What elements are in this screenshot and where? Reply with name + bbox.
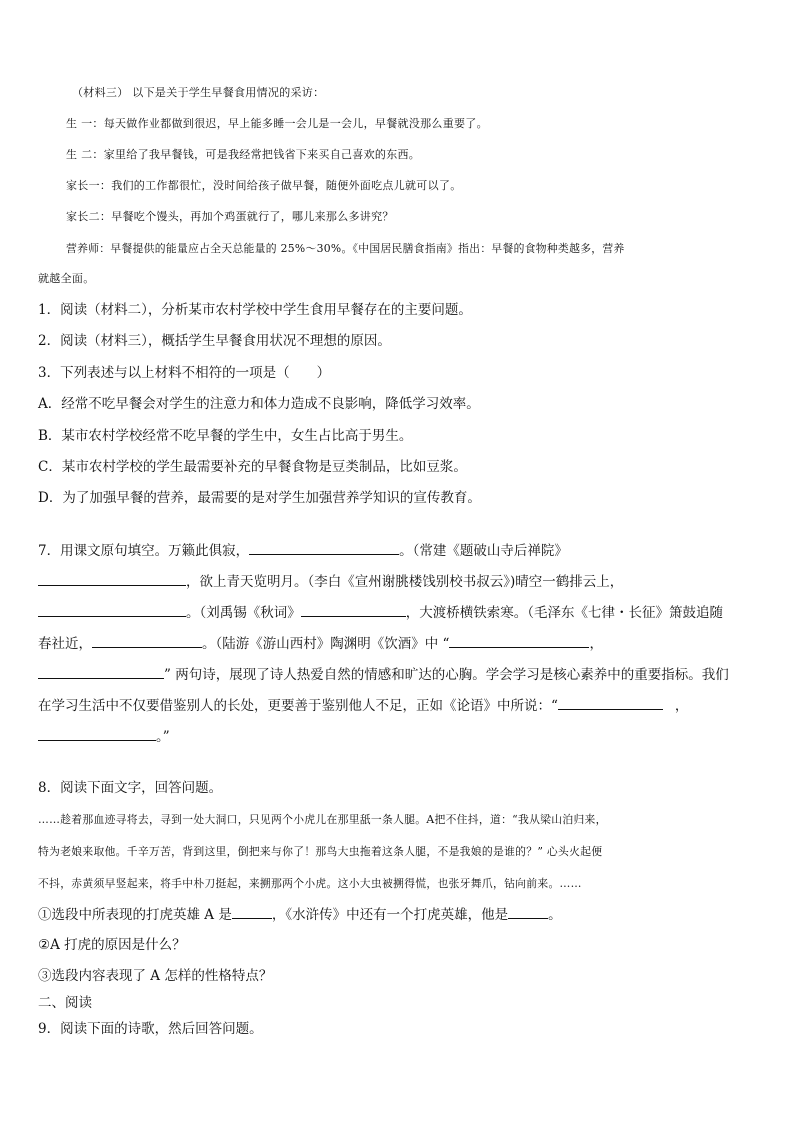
q8-title: 8．阅读下面文字，回答问题。 (38, 780, 223, 796)
q7-line-5 (38, 665, 729, 684)
q7-text: ，大渡桥横铁索寒。（毛泽东《七律・长征》箫鼓追随 (405, 605, 723, 621)
option-a: A．经常不吃早餐会对学生的注意力和体力造成不良影响，降低学习效率。 (38, 396, 480, 412)
q7-text: 。” (156, 729, 170, 745)
question-9: 9．阅读下面的诗歌，然后回答问题。 (38, 1021, 263, 1037)
material3-tail: 就越全面。 (38, 272, 95, 285)
q7-line-6 (38, 696, 688, 715)
q8-subquestion-2: ②A 打虎的原因是什么？ (38, 937, 186, 953)
q7-text: ， (589, 636, 603, 652)
question-2: 2．阅读（材料三），概括学生早餐食用状况不理想的原因。 (38, 333, 391, 349)
q7-line-7 (38, 727, 170, 746)
answer-blank[interactable] (38, 603, 186, 617)
answer-blank[interactable] (92, 634, 202, 648)
answer-blank[interactable] (558, 696, 663, 710)
q7-line-2 (38, 572, 623, 591)
q7-text: ” 两句诗，展现了诗人热爱自然的情感和旷达的心胸。学会学习是核心素养中的重要指标。我们 (164, 667, 729, 683)
q7-text: ，欲上青天览明月。（李白《宣州谢朓楼饯别校书叔云》)晴空一鹤排云上， (186, 574, 624, 590)
answer-blank[interactable] (232, 905, 272, 919)
q8-text: ①选段中所表现的打虎英雄 A 是 (38, 907, 232, 923)
option-c: C．某市农村学校的学生最需要补充的早餐食物是豆类制品，比如豆浆。 (38, 459, 467, 475)
q7-line-4 (38, 634, 603, 653)
material3-line-4: 家长二：早餐吃个馒头，再加个鸡蛋就行了，哪儿来那么多讲究？ (66, 210, 394, 223)
question-3: 3．下列表述与以上材料不相符的一项是（ ） (38, 365, 331, 381)
answer-blank[interactable] (38, 572, 186, 586)
q8-text: 。 (548, 907, 562, 923)
material3-intro: （材料三） 以下是关于学生早餐食用情况的采访： (72, 86, 325, 99)
answer-blank[interactable] (449, 634, 589, 648)
material3-line-2: 生 二：家里给了我早餐钱，可是我经常把钱省下来买自己喜欢的东西。 (66, 148, 421, 161)
q8-passage-2: 特为老娘来取他。千辛万苦，背到这里，倒把来与你了！那鸟大虫拖着这条人腿，不是我娘的是谁的？” 心头火起便 (38, 845, 603, 858)
material3-line-5: 营养师：早餐提供的能量应占全天总能量的 25%～30%。《中国居民膳食指南》指出：早餐的食物种类越多，营养 (66, 242, 625, 255)
q7-text: 。（常建《题破山寺后禅院》 (399, 543, 568, 559)
material3-line-1: 生 一：每天做作业都做到很迟，早上能多睡一会儿是一会儿，早餐就没那么重要了。 (66, 117, 488, 130)
q7-text: ， (674, 698, 689, 714)
answer-blank[interactable] (38, 727, 156, 741)
q8-passage-1: ……趁着那血迹寻将去，寻到一处大洞口，只见两个小虎儿在那里舐一条人腿。A把不住抖，道：“我从梁山泊归来， (38, 813, 607, 826)
q8-passage-3: 不抖，赤黄须早竖起来，将手中朴刀挺起，来搠那两个小虎。这小大虫被搠得慌，也张牙舞爪，钻向前来。…… (38, 877, 582, 890)
q7-line-3 (38, 603, 723, 622)
q8-text: ，《水浒传》中还有一个打虎英雄，他是 (271, 907, 509, 923)
question-1: 1．阅读（材料二），分析某市农村学校中学生食用早餐存在的主要问题。 (38, 302, 472, 318)
q7-text: 。（刘禹锡《秋词》 (186, 605, 301, 621)
answer-blank[interactable] (508, 905, 548, 919)
answer-blank[interactable] (38, 665, 164, 679)
option-b: B．某市农村学校经常不吃早餐的学生中，女生占比高于男生。 (38, 428, 413, 444)
material3-line-3: 家长一：我们的工作都很忙，没时间给孩子做早餐，随便外面吃点儿就可以了。 (66, 179, 462, 192)
option-d: D．为了加强早餐的营养，最需要的是对学生加强营养学知识的宣传教育。 (38, 490, 481, 506)
q7-line-1 (38, 541, 568, 560)
q7-text: 春社近， (38, 636, 92, 652)
q8-subquestion-1 (38, 905, 562, 924)
q7-text: 在学习生活中不仅要借鉴别人的长处，更要善于鉴别他人不足，正如《论语》中所说：“ (38, 698, 558, 714)
answer-blank[interactable] (301, 603, 406, 617)
answer-blank[interactable] (249, 541, 399, 555)
section-heading: 二、阅读 (38, 995, 92, 1011)
q7-text: 7．用课文原句填空。万籁此俱寂， (38, 543, 250, 559)
q7-text: 。（陆游《游山西村》陶渊明《饮酒》中 “ (202, 636, 450, 652)
q8-subquestion-3: ③选段内容表现了 A 怎样的性格特点？ (38, 968, 273, 984)
